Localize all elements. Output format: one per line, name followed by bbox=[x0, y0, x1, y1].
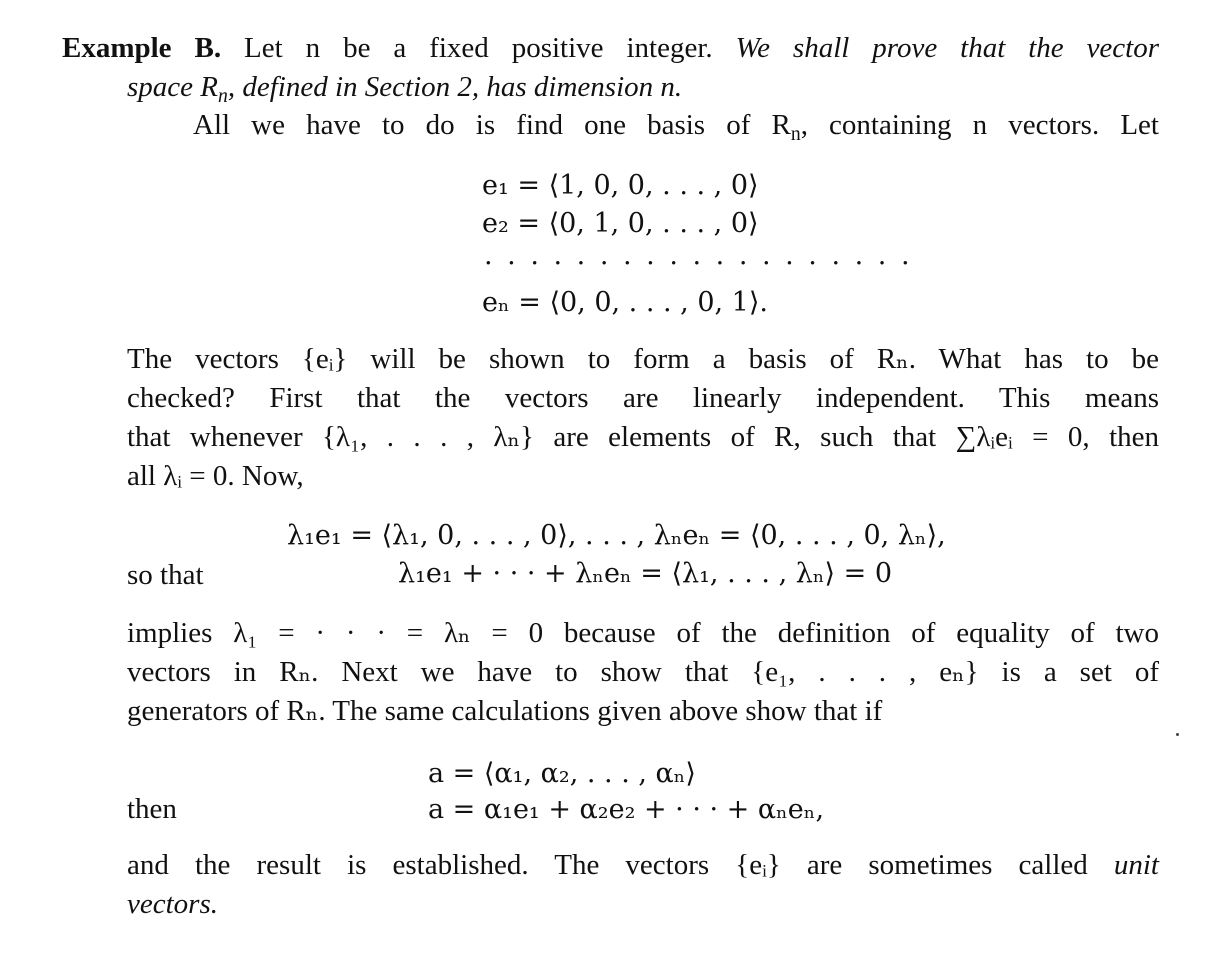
example-intro: Let n be a fixed positive integer. bbox=[244, 32, 713, 64]
paragraph-4-text: and the result is established. The vectors {eᵢ} are sometimes called bbox=[127, 849, 1088, 881]
paragraph-2-line-2: checked? First that the vectors are linearly independent. This means bbox=[127, 382, 1159, 414]
example-claim-line: space $R_n$, defined in Section 2, has dimension n. bbox=[127, 71, 683, 107]
paragraph-4-unit: unit bbox=[1113, 849, 1159, 881]
example-claim-part3: , defined in Section 2, has dimension n. bbox=[227, 71, 683, 103]
paragraph-3-line-2: vectors in Rₙ. Next we have to show that {e₁, . . . , eₙ} is a set of bbox=[127, 656, 1159, 688]
paragraph-4-line-1 bbox=[127, 847, 1159, 883]
basis-e1: e₁ = ⟨1, 0, 0, . . . , 0⟩ bbox=[482, 170, 759, 201]
stray-mark bbox=[1176, 733, 1179, 736]
paragraph-1: All we have to do is find one basis of $R_n$, containing n vectors. Let bbox=[193, 109, 1159, 145]
example-claim-part1: We shall prove that the vector bbox=[735, 32, 1160, 64]
so-that-label: so that bbox=[127, 559, 204, 591]
paragraph-4-line-2 bbox=[127, 886, 218, 922]
paragraph-1-text-a: All we have to do is find one basis of R bbox=[193, 109, 791, 141]
paragraph-4-vectors: vectors. bbox=[127, 888, 218, 920]
basis-en: eₙ = ⟨0, 0, . . . , 0, 1⟩. bbox=[482, 287, 768, 318]
example-heading-line bbox=[62, 30, 1159, 66]
equation-2-line-2: a = α₁e₁ + α₂e₂ + · · · + αₙeₙ, bbox=[428, 794, 825, 825]
paragraph-2-line-3: that whenever {λ₁, . . . , λₙ} are elements of R, such that ∑λᵢeᵢ = 0, then bbox=[127, 421, 1159, 453]
basis-e2: e₂ = ⟨0, 1, 0, . . . , 0⟩ bbox=[482, 208, 759, 239]
example-label: Example B. bbox=[62, 32, 222, 64]
paragraph-2-line-4: all λᵢ = 0. Now, bbox=[127, 460, 304, 492]
equation-2-line-1: a = ⟨α₁, α₂, . . . , αₙ⟩ bbox=[428, 758, 696, 789]
basis-dots: . . . . . . . . . . . . . . . . . . . bbox=[484, 240, 913, 271]
then-label: then bbox=[127, 793, 177, 825]
equation-1-line-1: λ₁e₁ = ⟨λ₁, 0, . . . , 0⟩, . . . , λₙeₙ = ⟨0, . . . , 0, λₙ⟩, bbox=[287, 520, 946, 551]
equation-1-line-2: λ₁e₁ + · · · + λₙeₙ = ⟨λ₁, . . . , λₙ⟩ = 0 bbox=[398, 558, 893, 589]
paragraph-3-line-3: generators of Rₙ. The same calculations given above show that if bbox=[127, 695, 883, 727]
example-claim-part2: space R bbox=[127, 71, 218, 103]
paragraph-3-line-1: implies λ₁ = · · · = λₙ = 0 because of the definition of equality of two bbox=[127, 617, 1159, 649]
paragraph-1-text-b: , containing n vectors. Let bbox=[800, 109, 1159, 141]
paragraph-2-line-1: The vectors {eᵢ} will be shown to form a basis of Rₙ. What has to be bbox=[127, 343, 1159, 375]
